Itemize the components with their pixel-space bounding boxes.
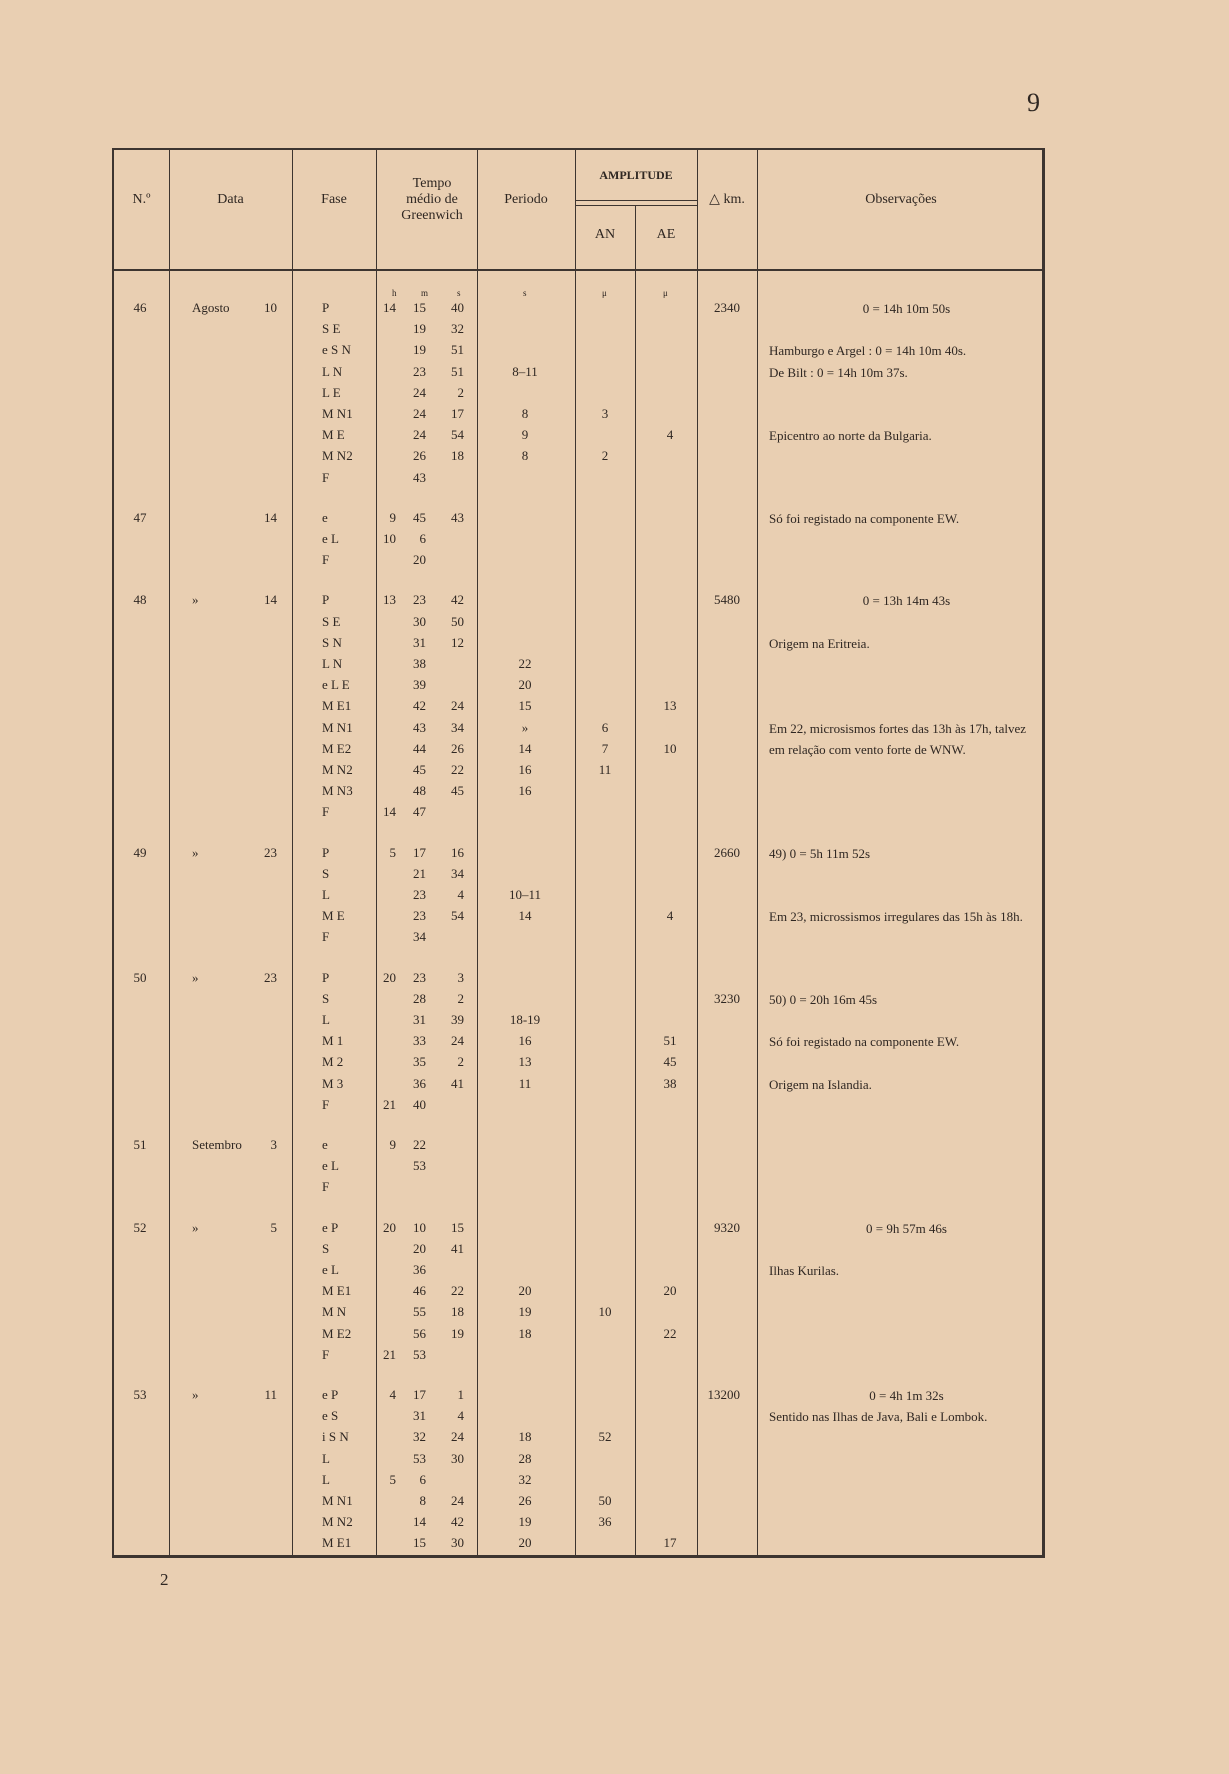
page-number: 9 (1027, 88, 1040, 117)
cell-an: 7 (601, 740, 609, 756)
header-no: N.º (132, 192, 151, 207)
cell-s: 16 (451, 844, 464, 860)
cell-fase: e L (322, 531, 339, 546)
cell-fase: P (322, 969, 330, 985)
cell-fase: S (322, 990, 330, 1006)
cell-fase: L (322, 1450, 330, 1466)
header-km: △ km. (709, 192, 745, 207)
observation-note: 0 = 14h 10m 50s (862, 301, 951, 316)
observation-note: Sentido nas Ilhas de Java, Bali e Lombok. (769, 1409, 988, 1425)
cell-m: 10 (413, 1219, 426, 1235)
cell-m: 23 (413, 887, 426, 902)
cell-m: 48 (413, 783, 426, 799)
cell-fase: F (322, 804, 330, 820)
cell-s: 22 (451, 762, 464, 777)
cell-m: 17 (413, 844, 426, 860)
cell-km: 5480 (714, 592, 740, 608)
header-amplitude: AMPLITUDE (599, 168, 673, 182)
cell-h: 5 (389, 844, 396, 860)
cell-m: 35 (413, 1054, 426, 1070)
unit-seconds: s (457, 288, 461, 298)
cell-per: 19 (518, 1514, 532, 1530)
cell-per: 14 (518, 740, 532, 756)
cell-no: 48 (133, 592, 147, 608)
cell-an: 6 (601, 719, 609, 735)
header-periodo: Periodo (504, 192, 548, 207)
cell-fase: L N (322, 363, 343, 379)
cell-s: 17 (451, 406, 464, 421)
cell-m: 39 (413, 677, 426, 693)
cell-km: 2340 (714, 300, 740, 315)
cell-per: 13 (518, 1054, 532, 1070)
cell-fase: M E2 (322, 740, 352, 756)
cell-per: 20 (518, 1535, 532, 1551)
cell-m: 38 (413, 656, 426, 671)
cell-no: 52 (133, 1219, 147, 1235)
cell-s: 30 (451, 1450, 464, 1466)
cell-fase: S N (322, 634, 342, 650)
cell-m: 43 (413, 469, 426, 485)
header-fase: Fase (321, 192, 347, 207)
cell-fase: M 3 (322, 1075, 344, 1091)
cell-fase: M N2 (322, 448, 353, 464)
cell-s: 43 (451, 509, 464, 525)
cell-day: 3 (270, 1137, 277, 1152)
cell-no: 46 (133, 300, 147, 315)
cell-m: 15 (413, 1535, 426, 1551)
cell-per: 18 (518, 1429, 532, 1445)
cell-m: 42 (413, 698, 426, 714)
cell-fase: S (322, 1240, 330, 1256)
unit-minutes: m (421, 288, 429, 298)
header-an: AN (594, 227, 616, 242)
cell-per: 16 (518, 762, 532, 777)
cell-s: 24 (451, 1493, 464, 1508)
cell-m: 19 (413, 342, 426, 358)
cell-s: 19 (451, 1325, 464, 1341)
cell-per: 18 (518, 1325, 532, 1341)
cell-m: 31 (413, 634, 426, 650)
cell-per: 16 (518, 1033, 532, 1049)
cell-fase: M E1 (322, 698, 352, 714)
cell-m: 53 (413, 1346, 426, 1362)
cell-fase: P (322, 844, 330, 860)
cell-m: 31 (413, 1012, 426, 1027)
cell-s: 54 (451, 427, 464, 443)
unit-hours: h (392, 288, 397, 298)
cell-fase: F (322, 1346, 330, 1362)
observation-note: Origem na Eritreia. (769, 635, 870, 651)
cell-m: 31 (413, 1408, 426, 1424)
cell-fase: F (322, 1179, 330, 1195)
observation-note: Hamburgo e Argel : 0 = 14h 10m 40s. (769, 343, 967, 359)
cell-month: » (192, 1219, 199, 1235)
cell-m: 53 (413, 1450, 426, 1466)
cell-h: 5 (389, 1471, 396, 1487)
cell-fase: e P (322, 1387, 339, 1402)
cell-h: 20 (383, 1219, 396, 1235)
cell-ae: 38 (663, 1075, 677, 1091)
cell-fase: M N2 (322, 762, 353, 777)
cell-fase: M N2 (322, 1514, 353, 1530)
cell-per: 15 (518, 698, 532, 714)
cell-m: 20 (413, 1240, 426, 1256)
cell-month: Setembro (192, 1137, 242, 1152)
cell-fase: F (322, 469, 330, 485)
cell-per: 14 (518, 908, 532, 924)
cell-fase: M E (322, 908, 345, 924)
cell-fase: M N (322, 1304, 347, 1320)
cell-m: 22 (413, 1137, 426, 1152)
cell-m: 45 (413, 762, 426, 777)
observation-note: Só foi registado na componente EW. (769, 1034, 960, 1050)
cell-an: 50 (598, 1493, 612, 1508)
observation-note: Epicentro ao norte da Bulgaria. (769, 428, 932, 444)
observation-note: Só foi registado na componente EW. (769, 510, 960, 526)
cell-no: 53 (133, 1387, 147, 1402)
cell-an: 36 (598, 1514, 612, 1530)
cell-fase: M E1 (322, 1535, 352, 1551)
header-observacoes: Observações (865, 192, 937, 207)
cell-h: 9 (389, 509, 396, 525)
cell-s: 2 (457, 1054, 464, 1070)
cell-s: 12 (451, 634, 464, 650)
cell-s: 41 (451, 1075, 464, 1091)
cell-ae: 4 (666, 908, 674, 924)
cell-m: 23 (413, 908, 426, 924)
cell-fase: F (322, 1096, 330, 1112)
cell-no: 47 (133, 509, 147, 525)
cell-m: 34 (413, 929, 426, 945)
cell-s: 15 (451, 1219, 464, 1235)
cell-h: 10 (383, 531, 396, 546)
cell-s: 40 (451, 300, 464, 315)
unit-an: μ (602, 288, 607, 298)
cell-m: 53 (413, 1158, 426, 1174)
cell-per: 18-19 (509, 1012, 541, 1027)
cell-km: 3230 (714, 990, 740, 1006)
cell-h: 14 (383, 300, 396, 315)
cell-m: 47 (413, 804, 426, 820)
unit-period: s (523, 288, 527, 298)
cell-ae: 10 (663, 740, 677, 756)
cell-fase: e (322, 1137, 328, 1152)
cell-per: » (521, 719, 529, 735)
cell-s: 41 (451, 1240, 464, 1256)
cell-day: 10 (264, 300, 277, 315)
cell-per: 8 (521, 448, 529, 464)
cell-m: 24 (413, 406, 426, 421)
cell-an: 3 (601, 406, 609, 421)
cell-s: 2 (457, 384, 464, 400)
cell-s: 42 (451, 592, 464, 608)
cell-m: 24 (413, 427, 426, 443)
cell-m: 28 (413, 990, 426, 1006)
cell-an: 10 (598, 1304, 612, 1320)
cell-per: 32 (518, 1471, 532, 1487)
cell-h: 13 (383, 592, 396, 608)
header-data: Data (217, 192, 244, 207)
cell-m: 32 (413, 1429, 426, 1445)
cell-fase: e P (322, 1219, 339, 1235)
cell-s: 51 (451, 363, 464, 379)
cell-per: 9 (521, 427, 529, 443)
cell-fase: M 2 (322, 1054, 344, 1070)
observation-note: 0 = 4h 1m 32s (869, 1388, 944, 1403)
cell-an: 2 (601, 448, 609, 464)
cell-per: 8 (521, 406, 529, 421)
cell-fase: M E1 (322, 1283, 352, 1299)
cell-fase: M N1 (322, 719, 353, 735)
cell-month: » (192, 969, 199, 985)
unit-ae: μ (663, 288, 668, 298)
cell-per: 16 (518, 783, 532, 799)
cell-fase: P (322, 300, 330, 315)
cell-fase: i S N (322, 1429, 349, 1445)
cell-day: 14 (264, 592, 277, 608)
cell-ae: 51 (663, 1033, 677, 1049)
cell-day: 5 (270, 1219, 277, 1235)
observation-note: 49) 0 = 5h 11m 52s (769, 845, 871, 861)
cell-per: 8–11 (512, 363, 538, 379)
cell-fase: L (322, 1012, 330, 1027)
cell-km: 13200 (707, 1387, 740, 1402)
cell-fase: e S N (322, 342, 351, 358)
observation-note: 0 = 9h 57m 46s (865, 1220, 947, 1236)
cell-month: » (192, 1387, 199, 1402)
cell-s: 54 (451, 908, 464, 924)
cell-ae: 45 (663, 1054, 677, 1070)
cell-m: 44 (413, 740, 426, 756)
cell-per: 28 (518, 1450, 532, 1466)
cell-s: 32 (451, 321, 464, 337)
cell-per: 10–11 (508, 887, 542, 902)
cell-m: 19 (413, 321, 426, 337)
cell-fase: L E (322, 384, 341, 400)
cell-fase: e L E (322, 677, 350, 693)
cell-m: 26 (413, 448, 426, 464)
cell-m: 15 (413, 300, 426, 315)
cell-fase: M E (322, 427, 345, 443)
cell-m: 33 (413, 1033, 426, 1049)
cell-s: 26 (451, 740, 464, 756)
cell-s: 34 (451, 865, 464, 881)
cell-no: 50 (133, 969, 147, 985)
cell-day: 14 (264, 509, 277, 525)
cell-m: 36 (413, 1075, 426, 1091)
cell-ae: 4 (666, 427, 674, 443)
cell-m: 40 (413, 1096, 426, 1112)
cell-m: 43 (413, 719, 426, 735)
cell-m: 30 (413, 613, 426, 629)
cell-m: 24 (413, 384, 426, 400)
cell-fase: M N1 (322, 1493, 353, 1508)
cell-per: 19 (518, 1304, 532, 1320)
cell-per: 26 (518, 1493, 532, 1508)
cell-fase: S E (322, 613, 341, 629)
cell-h: 21 (383, 1346, 396, 1362)
cell-m: 20 (413, 552, 426, 568)
cell-fase: F (322, 552, 330, 568)
cell-h: 9 (389, 1137, 396, 1152)
cell-ae: 22 (663, 1325, 677, 1341)
cell-s: 45 (451, 783, 464, 799)
cell-per: 20 (518, 1283, 532, 1299)
cell-month: » (192, 844, 199, 860)
cell-per: 22 (518, 656, 532, 671)
cell-m: 17 (413, 1387, 426, 1402)
cell-s: 24 (451, 1429, 464, 1445)
cell-s: 1 (457, 1387, 464, 1402)
cell-fase: e (322, 509, 328, 525)
cell-m: 46 (413, 1283, 426, 1299)
cell-m: 36 (413, 1262, 426, 1277)
cell-s: 30 (451, 1535, 464, 1551)
header-tempo: Tempo médio de Greenwich (401, 176, 463, 223)
cell-m: 23 (413, 363, 426, 379)
cell-s: 4 (457, 887, 464, 902)
observation-note: 0 = 13h 14m 43s (862, 593, 951, 609)
cell-fase: e S (322, 1408, 339, 1424)
cell-month: Agosto (192, 300, 230, 315)
cell-fase: L (322, 1471, 330, 1487)
cell-per: 11 (518, 1075, 532, 1091)
cell-s: 39 (451, 1012, 464, 1027)
cell-fase: M 1 (322, 1033, 344, 1049)
cell-m: 6 (419, 1471, 426, 1487)
cell-fase: L N (322, 656, 343, 671)
signature-mark: 2 (160, 1570, 169, 1589)
cell-fase: M N3 (322, 783, 353, 799)
cell-day: 11 (264, 1387, 277, 1402)
cell-fase: S E (322, 321, 341, 337)
cell-km: 9320 (714, 1219, 740, 1235)
header-ae: AE (656, 227, 676, 242)
cell-fase: S (322, 865, 330, 881)
cell-month: » (192, 592, 199, 608)
cell-m: 23 (413, 592, 426, 608)
cell-fase: M E2 (322, 1325, 352, 1341)
cell-s: 22 (451, 1283, 464, 1299)
cell-fase: e L (322, 1158, 339, 1174)
cell-h: 21 (383, 1096, 396, 1112)
observation-note: De Bilt : 0 = 14h 10m 37s. (769, 364, 908, 380)
cell-per: 20 (518, 677, 532, 693)
observation-note: Em 22, microsismos fortes das 13h às 17h, talvez em relação com vento forte de WNW. (769, 720, 1027, 757)
cell-m: 23 (413, 969, 426, 985)
cell-fase: e L (322, 1262, 339, 1277)
cell-s: 24 (451, 1033, 464, 1049)
cell-m: 14 (413, 1514, 426, 1530)
cell-fase: F (322, 929, 330, 945)
observation-note: 50) 0 = 20h 16m 45s (769, 991, 878, 1007)
cell-m: 56 (413, 1325, 426, 1341)
cell-ae: 17 (663, 1535, 677, 1551)
cell-h: 14 (383, 804, 396, 820)
cell-s: 18 (451, 1304, 464, 1320)
seismic-table (112, 148, 1045, 1558)
cell-m: 8 (419, 1493, 426, 1508)
cell-no: 49 (133, 844, 147, 860)
cell-an: 11 (598, 762, 612, 777)
cell-h: 4 (389, 1387, 396, 1402)
cell-km: 2660 (714, 844, 740, 860)
cell-fase: P (322, 592, 330, 608)
cell-s: 34 (451, 719, 464, 735)
cell-no: 51 (133, 1137, 147, 1152)
cell-s: 42 (451, 1514, 464, 1530)
cell-fase: L (322, 887, 330, 902)
cell-m: 45 (413, 509, 426, 525)
cell-s: 24 (451, 698, 464, 714)
cell-s: 2 (457, 990, 464, 1006)
cell-m: 55 (413, 1304, 426, 1320)
cell-s: 4 (457, 1408, 464, 1424)
cell-s: 3 (457, 969, 464, 985)
cell-m: 6 (419, 531, 426, 546)
cell-day: 23 (264, 969, 277, 985)
cell-an: 52 (598, 1429, 612, 1445)
cell-ae: 20 (663, 1283, 677, 1299)
cell-s: 18 (451, 448, 464, 464)
cell-ae: 13 (663, 698, 677, 714)
cell-s: 51 (451, 342, 464, 358)
cell-fase: M N1 (322, 406, 353, 421)
cell-s: 50 (451, 613, 464, 629)
observation-note: Origem na Islandia. (769, 1076, 872, 1092)
observation-note: Ilhas Kurilas. (769, 1263, 840, 1278)
cell-h: 20 (383, 969, 396, 985)
cell-day: 23 (264, 844, 277, 860)
cell-m: 21 (413, 865, 426, 881)
observation-note: Em 23, microssismos irregulares das 15h às 18h. (769, 909, 1023, 925)
